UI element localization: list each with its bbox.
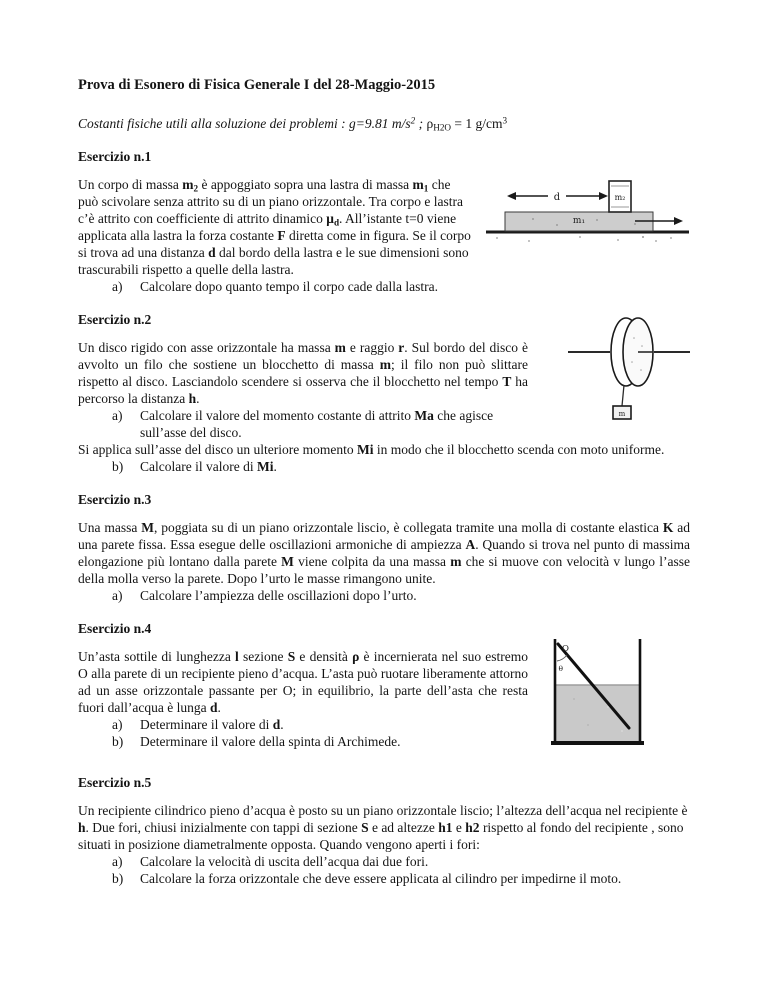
item-marker: a) bbox=[112, 854, 123, 869]
exercise-3-paragraph: Una massa M, poggiata su di un piano orizzontale liscio, è collegata tramite una molla di costante elastica K ad una parete fissa. Essa esegue delle oscillazioni armoniche di ampiezza A. Quando si trova nel punto di massima elongazione più lontano dalla parete M viene colpita da una massa m che si muove con velocità v lungo l’asse della molla verso la parete. Dopo l’urto le masse rimangono unite. bbox=[78, 520, 690, 586]
exercise-1-paragraph: Un corpo di massa $m_2$ è appoggiato sopra una lastra di massa $m_1$ che può scivolare senza attrito su di un piano orizzontale. Tra corpo e lastra c’è attrito con coefficiente di attrito dinamico $\mu_d$. All’istante t=0 viene applicata alla lastra la forza costante F diretta come in figura. Se il corpo si trova ad una distanza d dal bordo della lastra e le sue dimensioni sono trascurabili rispetto a quelle della lastra. bbox=[78, 177, 471, 277]
water-texture-dot bbox=[607, 706, 609, 708]
constants-line: Costanti fisiche utili alla soluzione dei problemi : g=9.81 $m/s^2$ ; $\rho_{H2O} = 1$ $g/cm^3$ bbox=[78, 115, 508, 133]
item-marker: a) bbox=[112, 717, 123, 732]
exercise-2-paragraph-2: Si applica sull’asse del disco un ulteriore momento Mi in modo che il blocchetto scenda con moto uniforme. bbox=[78, 442, 665, 457]
water-tank-diagram bbox=[550, 637, 645, 749]
exercise-3-item-a bbox=[78, 587, 690, 604]
exercise-4-item-b bbox=[78, 733, 528, 750]
distance-arrowhead-left bbox=[507, 192, 516, 200]
angle-arc bbox=[557, 655, 567, 661]
exercise-2-item-b bbox=[78, 458, 690, 475]
ground-speckle bbox=[617, 239, 619, 241]
slab-texture-dot bbox=[634, 223, 636, 225]
exercise-1-item-a bbox=[78, 278, 690, 295]
disk-texture-dot bbox=[641, 345, 643, 347]
slab-texture-dot bbox=[556, 224, 558, 226]
exercise-4-item-a bbox=[78, 716, 528, 733]
exercise-2-section bbox=[78, 311, 690, 475]
exercise-4-paragraph: Un’asta sottile di lunghezza l sezione S e densità ρ è incernierata nel suo estremo O alla parete di un recipiente pieno d’acqua. L’asta può ruotare liberamente attorno ad un asse orizzontale passante per O; in equilibrio, la parte dell’asta che resta fuori dall’acqua è lunga d. bbox=[78, 649, 529, 715]
water-rect bbox=[556, 685, 639, 742]
disk-figure bbox=[540, 316, 690, 431]
water-tank-figure bbox=[540, 637, 690, 754]
exercise-5-heading: Esercizio n.5 bbox=[78, 775, 152, 790]
item-marker: a) bbox=[112, 408, 123, 423]
angle-label: θ bbox=[558, 664, 564, 673]
item-text: Calcolare la forza orizzontale che deve essere applicata al cilindro per impedirne il moto. bbox=[140, 871, 622, 886]
item-marker: b) bbox=[112, 734, 124, 749]
disk-texture-dot bbox=[633, 337, 635, 339]
slab-texture-dot bbox=[596, 219, 598, 221]
item-text: Calcolare dopo quanto tempo il corpo cade dalla lastra. bbox=[140, 279, 439, 294]
hanging-mass-label: m bbox=[618, 410, 626, 418]
item-text: Calcolare la velocità di uscita dell’acqua dai due fori. bbox=[140, 854, 429, 869]
exercise-4-heading: Esercizio n.4 bbox=[78, 621, 152, 636]
exercise-3-section bbox=[78, 491, 690, 604]
string-line bbox=[622, 385, 624, 406]
pivot-label: O bbox=[562, 644, 569, 654]
slab-block-figure bbox=[485, 167, 690, 245]
item-text: Calcolare il valore del momento costante di attrito Ma che agisce sull’asse del disco. bbox=[140, 408, 494, 440]
exercise-5-section bbox=[78, 774, 690, 887]
exercise-4-section bbox=[78, 620, 690, 758]
exercise-2-item-a bbox=[78, 407, 528, 441]
slab-mass-label: m₁ bbox=[572, 216, 586, 226]
item-text: Calcolare l’ampiezza delle oscillazioni dopo l’urto. bbox=[140, 588, 417, 603]
exercise-2-heading: Esercizio n.2 bbox=[78, 312, 152, 327]
distance-arrowhead-right bbox=[599, 192, 608, 200]
exercise-5-item-b bbox=[78, 870, 690, 887]
ground-speckle bbox=[655, 240, 657, 242]
item-text: Calcolare il valore di Mi. bbox=[140, 459, 277, 474]
item-text: Determinare il valore della spinta di Archimede. bbox=[140, 734, 401, 749]
exercise-1-heading: Esercizio n.1 bbox=[78, 149, 152, 164]
exercise-2-paragraph: Un disco rigido con asse orizzontale ha massa m e raggio r. Sul bordo del disco è avvolto un filo che sostiene un blocchetto di massa m; il filo non può slittare rispetto al disco. Lasciandolo scendere si osserva che il blocchetto nel tempo T ha percorso la distanza h. bbox=[78, 340, 528, 406]
ground-speckle bbox=[579, 236, 581, 238]
water-texture-dot bbox=[587, 724, 589, 726]
exercise-3-heading: Esercizio n.3 bbox=[78, 492, 152, 507]
item-marker: b) bbox=[112, 459, 124, 474]
exercise-5-paragraph: Un recipiente cilindrico pieno d’acqua è posto su un piano orizzontale liscio; l’altezza dell’acqua nel recipiente è h. Due fori, chiusi inizialmente con tappi di sezione S e ad altezze h1 e h2 rispetto al fondo del recipiente , sono situati in posizione diametralmente opposta. Quando vengono aperti i fori: bbox=[78, 803, 688, 852]
disk-texture-dot bbox=[631, 361, 633, 363]
slab-block-diagram bbox=[485, 167, 690, 245]
ground-speckle bbox=[496, 237, 498, 239]
disk-texture-dot bbox=[640, 369, 642, 371]
disk-diagram bbox=[568, 316, 690, 426]
slab-texture-dot bbox=[532, 218, 534, 220]
exercise-5-item-a bbox=[78, 853, 690, 870]
page-title: Prova di Esonero di Fisica Generale I del 28-Maggio-2015 bbox=[78, 77, 436, 93]
force-arrowhead bbox=[674, 217, 683, 225]
distance-label: d bbox=[553, 192, 561, 203]
item-marker: b) bbox=[112, 871, 124, 886]
item-marker: a) bbox=[112, 588, 123, 603]
ground-speckle bbox=[642, 236, 644, 238]
ground-speckle bbox=[528, 240, 530, 242]
water-texture-dot bbox=[573, 698, 575, 700]
water-texture-dot bbox=[621, 730, 623, 732]
block-mass-label: m₂ bbox=[614, 193, 626, 202]
item-text: Determinare il valore di d. bbox=[140, 717, 284, 732]
ground-speckle bbox=[670, 237, 672, 239]
exercise-1-section bbox=[78, 148, 690, 295]
item-marker: a) bbox=[112, 279, 123, 294]
